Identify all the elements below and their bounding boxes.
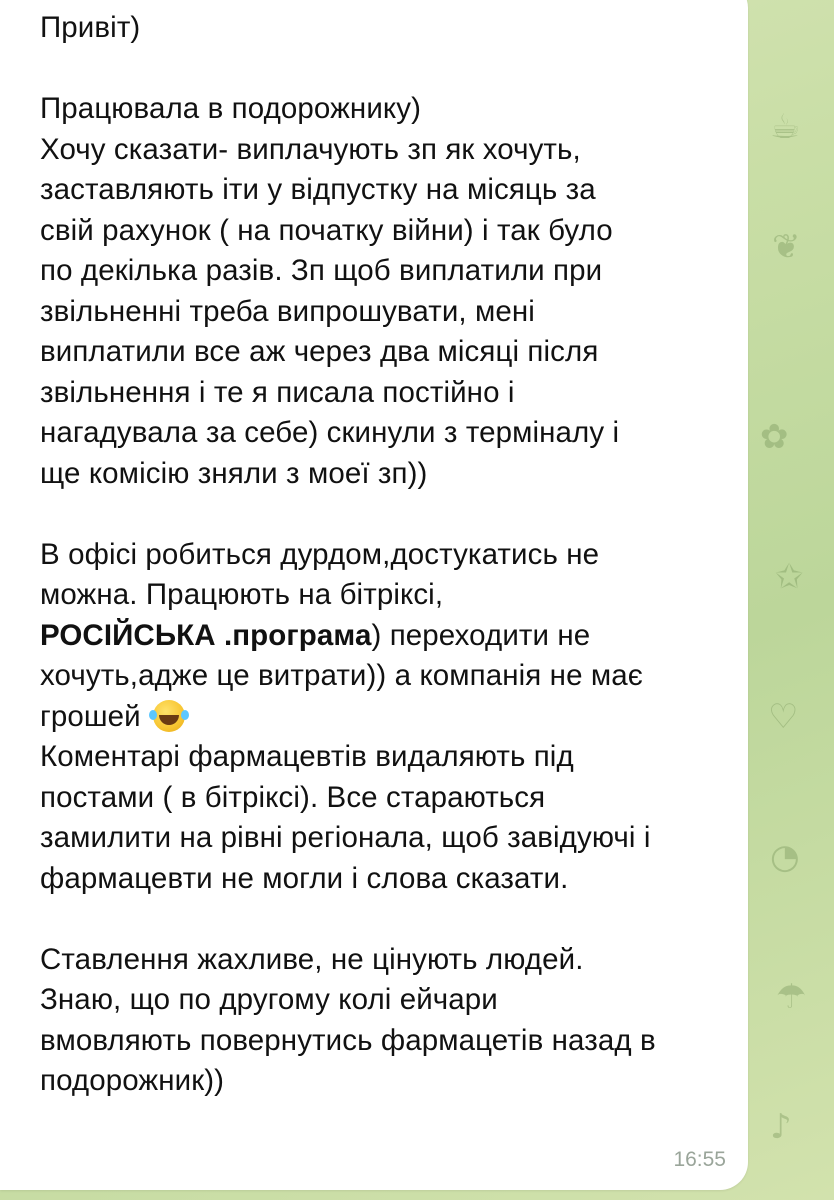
message-line: подорожник)) xyxy=(40,1064,225,1097)
message-line: заставляють іти у відпустку на місяць за xyxy=(40,173,596,206)
message-line: Хочу сказати- виплачують зп як хочуть, xyxy=(40,132,581,166)
message-fragment: грошей xyxy=(40,699,141,733)
message-line: Знаю, що по другому колі ейчари xyxy=(40,983,498,1016)
leaf-doodle-icon: ❦ xyxy=(772,227,801,267)
flower-doodle-icon: ✿ xyxy=(760,417,789,457)
message-line xyxy=(40,899,718,940)
message-line: Працювала в подорожнику) xyxy=(40,92,422,125)
message-line-emoji xyxy=(40,697,718,738)
pizza-doodle-icon: ◔ xyxy=(770,837,800,877)
message-line xyxy=(40,494,718,535)
message-line: ще комісію зняли з моеї зп)) xyxy=(40,456,428,490)
message-line: В офісі робиться дурдом,достукатись не xyxy=(40,537,600,571)
message-line: Привіт) xyxy=(40,11,141,44)
laughing-crying-emoji-icon xyxy=(153,700,185,732)
message-line: по декілька разів. Зп щоб виплатили при xyxy=(40,254,603,287)
message-line: замилити на рівні регіонала, щоб завідуючі і xyxy=(40,821,651,854)
message-line: вмовляють повернутись фармацетів назад в xyxy=(40,1023,656,1057)
message-line: постами ( в бітріксі). Все стараються xyxy=(40,780,546,814)
cup-doodle-icon: ☕ xyxy=(770,107,801,147)
message-line: Коментарі фармацевтів видаляють під xyxy=(40,740,574,773)
message-timestamp: 16:55 xyxy=(673,1148,726,1171)
message-fragment: ) переходити не xyxy=(371,618,591,652)
message-line: звільнення і те я писала постійно і xyxy=(40,375,515,409)
message-line: нагадувала за себе) скинули з терміналу і xyxy=(40,416,620,449)
message-line: свій рахунок ( на початку війни) і так було xyxy=(40,213,613,247)
message-text xyxy=(40,8,718,1102)
heart-doodle-icon: ♡ xyxy=(768,697,799,737)
music-doodle-icon: ♪ xyxy=(770,1107,792,1147)
message-line: фармацевти не могли і слова сказати. xyxy=(40,861,569,895)
message-line xyxy=(40,49,718,90)
message-line-bold xyxy=(40,616,718,657)
star-doodle-icon: ✩ xyxy=(775,557,804,597)
message-line: виплатили все аж через два місяці після xyxy=(40,335,599,368)
message-line: звільненні треба випрошувати, мені xyxy=(40,294,535,328)
umbrella-doodle-icon: ☂ xyxy=(776,977,807,1017)
message-line: хочуть,адже це витрати)) а компанія не має xyxy=(40,659,643,692)
message-line: Ставлення жахливе, не цінують людей. xyxy=(40,942,584,976)
bold-text: РОСІЙСЬКА .програма xyxy=(40,618,372,652)
message-line: можна. Працюють на бітріксі, xyxy=(40,578,444,611)
